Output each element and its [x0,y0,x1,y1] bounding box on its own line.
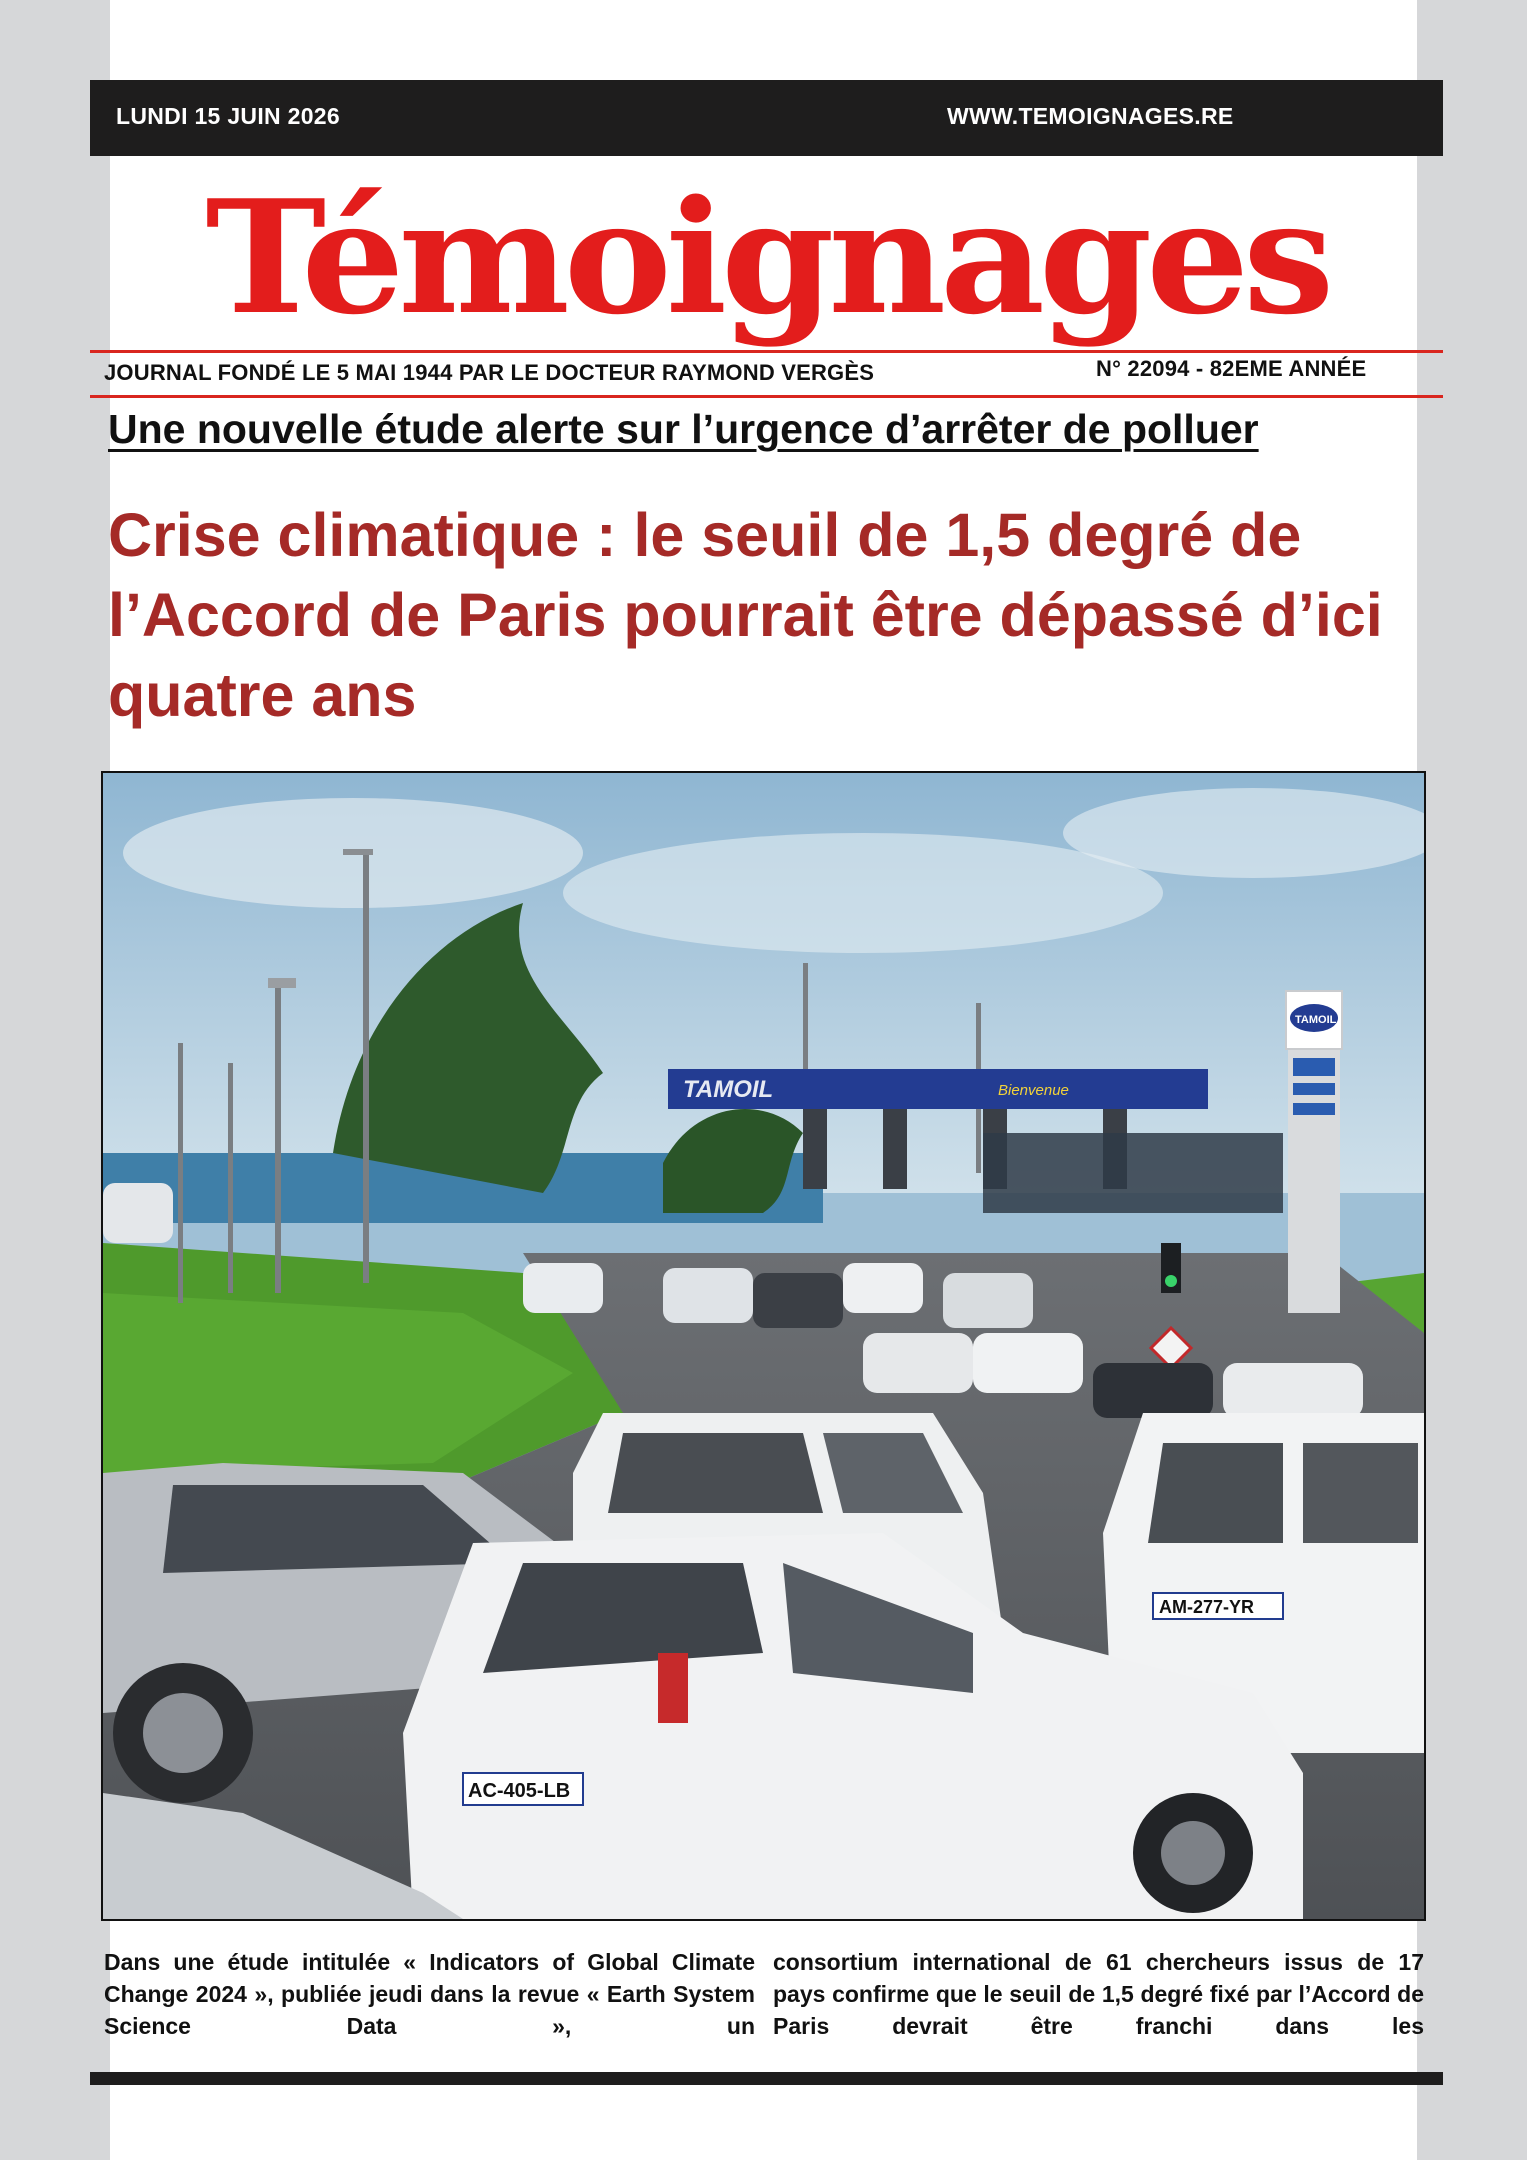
masthead-rule-bottom [90,395,1443,398]
top-bar [90,80,1443,156]
masthead-rule-top [90,350,1443,353]
svg-text:TAMOIL: TAMOIL [1295,1014,1337,1026]
canopy-brand: TAMOIL [683,1076,774,1103]
founding-line: JOURNAL FONDÉ LE 5 MAI 1944 PAR LE DOCTEUR RAYMOND VERGÈS [104,360,875,385]
website-link[interactable]: WWW.TEMOIGNAGES.RE [947,103,1234,129]
issue-number: N° 22094 - 82EME ANNÉE [1096,356,1367,381]
van-plate: AM-277-YR [1159,1597,1255,1617]
article-column-1: Dans une étude intitulée « Indicators of Global Climate Change 2024 », publiée jeudi dans la revue « Earth System Science Data », un [104,1949,755,2039]
canopy-banner: Bienvenue [998,1082,1069,1099]
issue-date: LUNDI 15 JUIN 2026 [116,103,340,129]
bottom-rule [90,2072,1443,2085]
article-headline: Crise climatique : le seuil de 1,5 degré de l’Accord de Paris pourrait être dépassé d’ici quatre ans [108,501,1383,729]
article-photo [101,771,1426,1921]
masthead [90,168,1443,348]
article-column-2: consortium international de 61 chercheurs issus de 17 pays confirme que le seuil de 1,5 degré fixé par l’Accord de Paris devrait être franchi dans les [773,1949,1424,2039]
masthead-logo: Témoignages [205,166,1328,349]
car-plate: AC-405-LB [468,1780,571,1802]
article-kicker: Une nouvelle étude alerte sur l’urgence d’arrêter de polluer [108,406,1259,452]
